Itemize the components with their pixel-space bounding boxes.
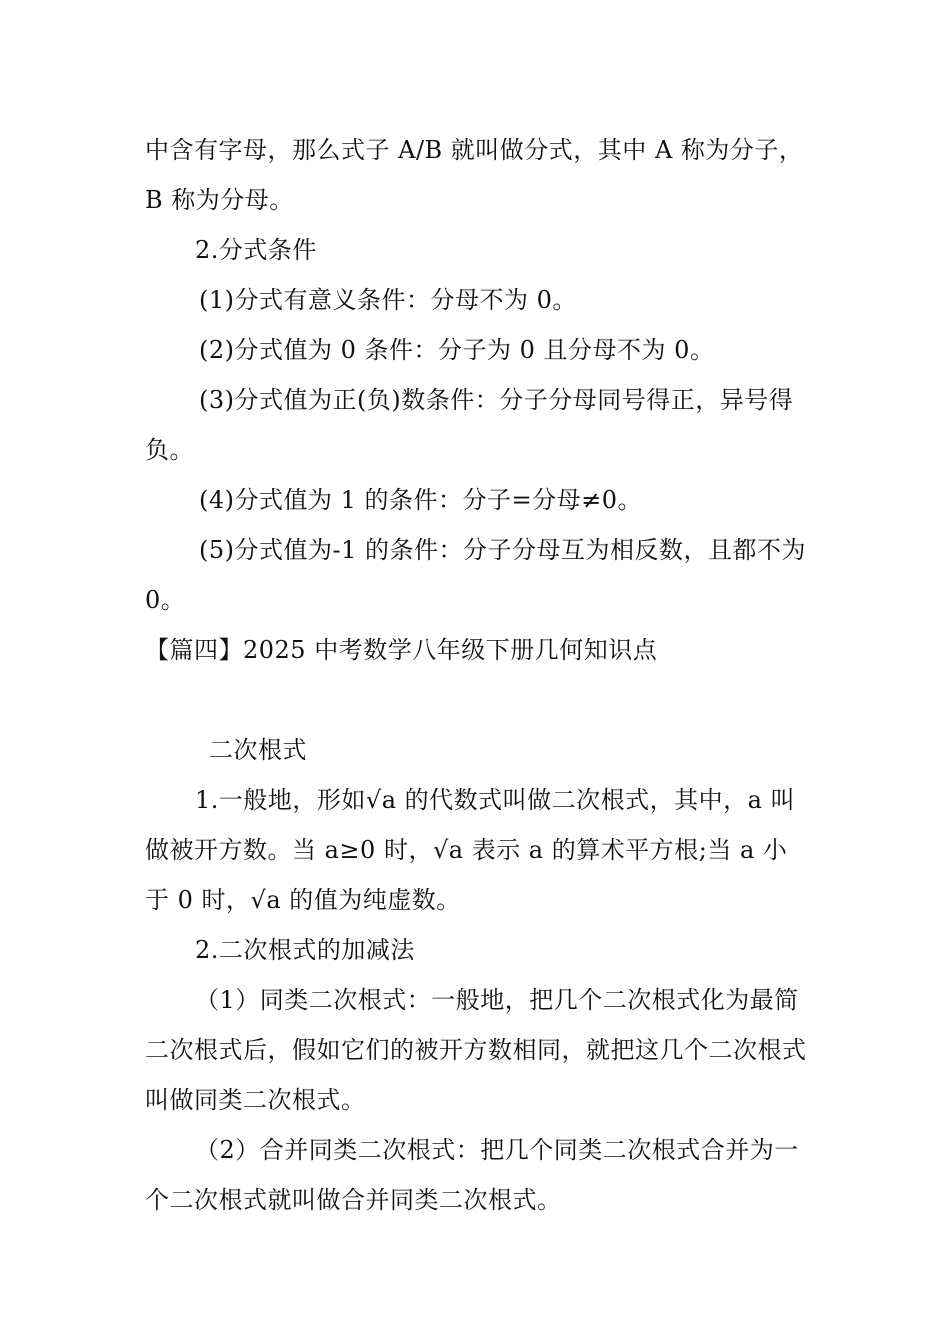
paragraph-condition-5: (5)分式值为-1 的条件：分子分母互为相反数，且都不为 0。 — [145, 536, 807, 614]
paragraph-fraction-conditions-heading: 2.分式条件 — [195, 236, 317, 264]
paragraph-fraction-definition: 中含有字母，那么式子 A/B 就叫做分式，其中 A 称为分子，B 称为分母。 — [145, 136, 804, 214]
paragraph-radical-definition: 1.一般地，形如√a 的代数式叫做二次根式，其中，a 叫做被开方数。当 a≥0 时，√a 表示 a 的算术平方根;当 a 小于 0 时，√a 的值为纯虚数。 — [145, 786, 796, 914]
paragraph-condition-2: (2)分式值为 0 条件：分子为 0 且分母不为 0。 — [199, 336, 715, 364]
document-body — [145, 125, 810, 1225]
paragraph-condition-3: (3)分式值为正(负)数条件：分子分母同号得正，异号得负。 — [145, 386, 794, 464]
paragraph-radical-addition-heading: 2.二次根式的加减法 — [195, 936, 415, 964]
paragraph-condition-1: (1)分式有意义条件：分母不为 0。 — [199, 286, 577, 314]
section-heading: 【篇四】2025 中考数学八年级下册几何知识点 — [145, 636, 658, 664]
paragraph-combine-like-radicals: （2）合并同类二次根式：把几个同类二次根式合并为一个二次根式就叫做合并同类二次根式。 — [145, 1136, 799, 1214]
subheading-quadratic-radical: 二次根式 — [209, 736, 307, 764]
paragraph-like-radicals: （1）同类二次根式：一般地，把几个二次根式化为最简二次根式后，假如它们的被开方数相同，就把这几个二次根式叫做同类二次根式。 — [145, 986, 807, 1114]
blank-line — [145, 675, 810, 725]
paragraph-condition-4: (4)分式值为 1 的条件：分子=分母≠0。 — [199, 486, 643, 514]
